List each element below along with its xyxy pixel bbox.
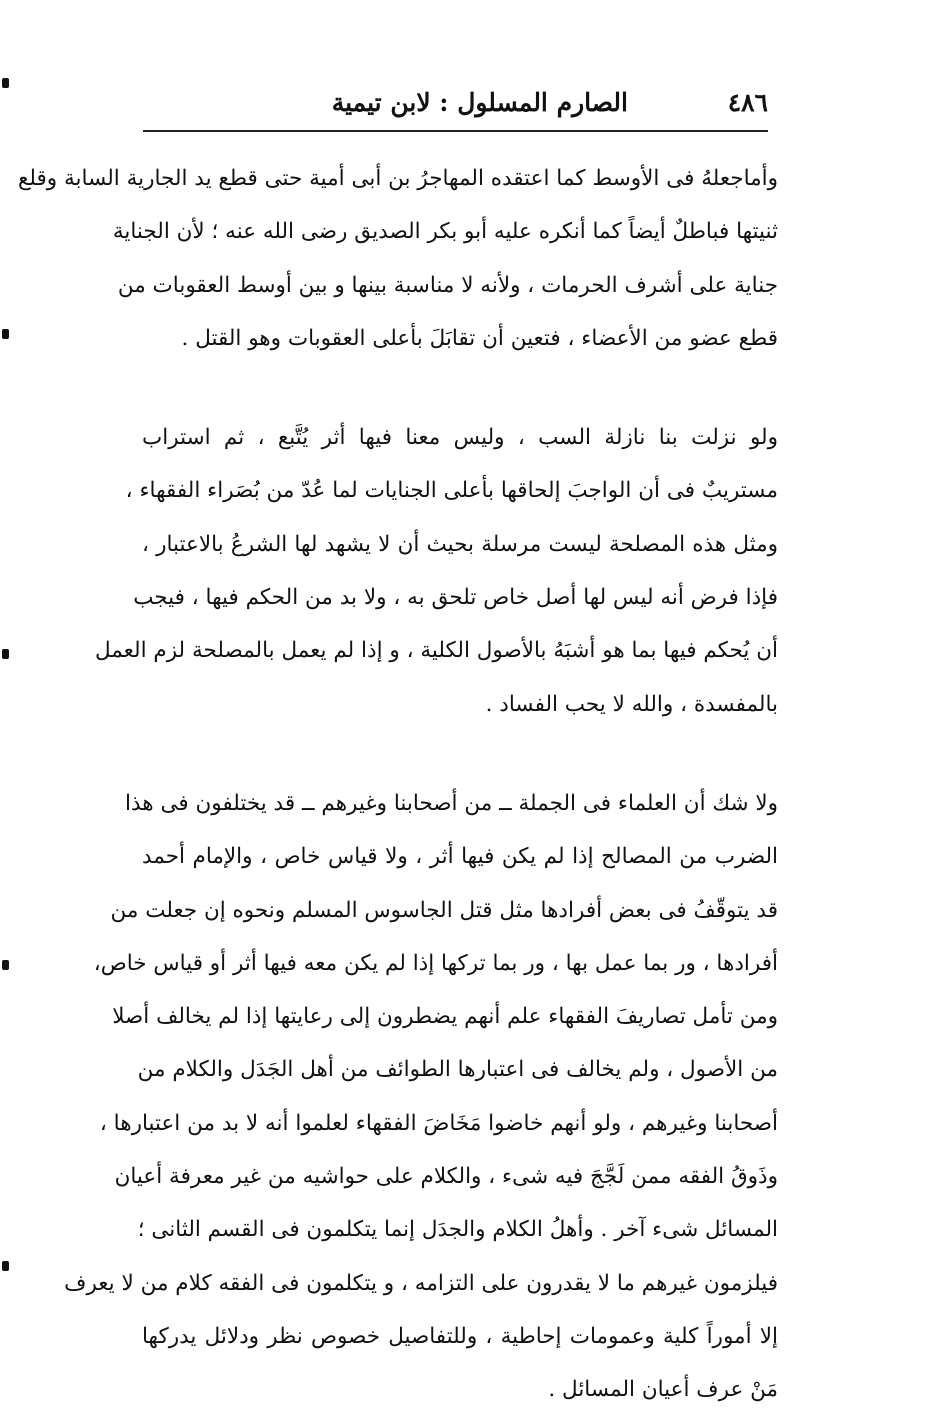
text-line: أفرادها ، ور بما عمل بها ، ور بما تركها إذا لم يكن معه فيها أثر أو قياس خاص، [93, 950, 778, 976]
text-line: مَنْ عرف أعيان المسائل . [548, 1377, 778, 1403]
binding-hole-mark [2, 78, 9, 88]
text-line: فإذا فرض أنه ليس لها أصل خاص تلحق به ، ولا بد من الحكم فيها ، فيجب [133, 585, 778, 611]
text-line: ثنيتها فباطلٌ أيضاً كما أنكره عليه أبو بكر الصديق رضى الله عنه ؛ لأن الجناية [112, 219, 778, 245]
text-line: إلا أموراً كلية وعمومات إحاطية ، وللتفاصيل خصوص نظر ودلائل يدركها [142, 1323, 778, 1349]
text-line: قد يتوقّفُ فى بعض أفرادها مثل قتل الجاسوس المسلم ونحوه إن جعلت من [110, 897, 778, 923]
paragraph-2 [94, 411, 778, 731]
text-line: المسائل شىء آخر . وأهلُ الكلام والجدَل إنما يتكلمون فى القسم الثانى ؛ [137, 1217, 778, 1243]
text-line: أن يُحكم فيها بما هو أشبَهُ بالأصول الكلية ، و إذا لم يعمل بالمصلحة لزم العمل [94, 638, 778, 664]
text-line: وأماجعلهُ فى الأوسط كما اعتقده المهاجرُ بن أبى أمية حتى قطع يد الجارية السابة وقلع [17, 166, 778, 191]
text-line: مستريبٌ فى أن الواجبَ إلحاقها بأعلى الجنايات لما عُدّ من بُصَراء الفقهاء ، [125, 478, 778, 504]
paragraph-spacer [142, 365, 778, 411]
text-line: بالمفسدة ، والله لا يحب الفساد . [485, 691, 778, 717]
text-line: أصحابنا وغيرهم ، ولو أنهم خاضوا مَخَاضَ الفقهاء لعلموا أنه لا بد من اعتبارها ، [99, 1110, 778, 1136]
paragraph-3 [64, 777, 778, 1417]
paragraph-spacer [142, 731, 778, 777]
text-line: قطع عضو من الأعضاء ، فتعين أن تقابَلَ بأعلى العقوبات وهو القتل . [181, 325, 778, 351]
text-line: الضرب من المصالح إذا لم يكن فيها أثر ، ولا قياس خاص ، والإمام أحمد [142, 844, 778, 870]
text-line: ومثل هذه المصلحة ليست مرسلة بحيث أن لا يشهد لها الشرعُ بالاعتبار ، [142, 531, 778, 557]
text-line: ولا شك أن العلماء فى الجملة ــ من أصحابنا وغيرهم ــ قد يختلفون فى هذا [125, 790, 778, 816]
page-header [143, 86, 768, 124]
binding-hole-mark [2, 649, 9, 659]
text-line: جناية على أشرف الحرمات ، ولأنه لا مناسبة بينها و بين أوسط العقوبات من [117, 272, 778, 298]
binding-hole-mark [2, 1261, 9, 1271]
header-rule [143, 130, 768, 132]
paragraph-1 [17, 152, 778, 365]
text-line: ولو نزلت بنا نازلة السب ، وليس معنا فيها أثر يُتَّبع ، ثم استراب [142, 425, 778, 451]
text-line: وذَوقُ الفقه ممن لَجَّجَ فيه شىء ، والكلام على حواشيه من غير معرفة أعيان [114, 1164, 778, 1190]
running-title: الصارم المسلول : لابن تيمية [331, 88, 628, 117]
text-line: من الأصول ، ولم يخالف فى اعتبارها الطوائف من أهل الجَدَل والكلام من [137, 1057, 778, 1083]
page-number: ٤٨٦ [727, 88, 768, 117]
body-text [17, 152, 778, 1417]
binding-hole-mark [2, 329, 9, 339]
text-line: فيلزمون غيرهم ما لا يقدرون على التزامه ، و يتكلمون فى الفقه كلام من لا يعرف [64, 1270, 778, 1296]
binding-hole-mark [2, 960, 9, 970]
text-line: ومن تأمل تصاريفَ الفقهاء علم أنهم يضطرون إلى رعايتها إذا لم يخالف أصلا [112, 1004, 778, 1030]
